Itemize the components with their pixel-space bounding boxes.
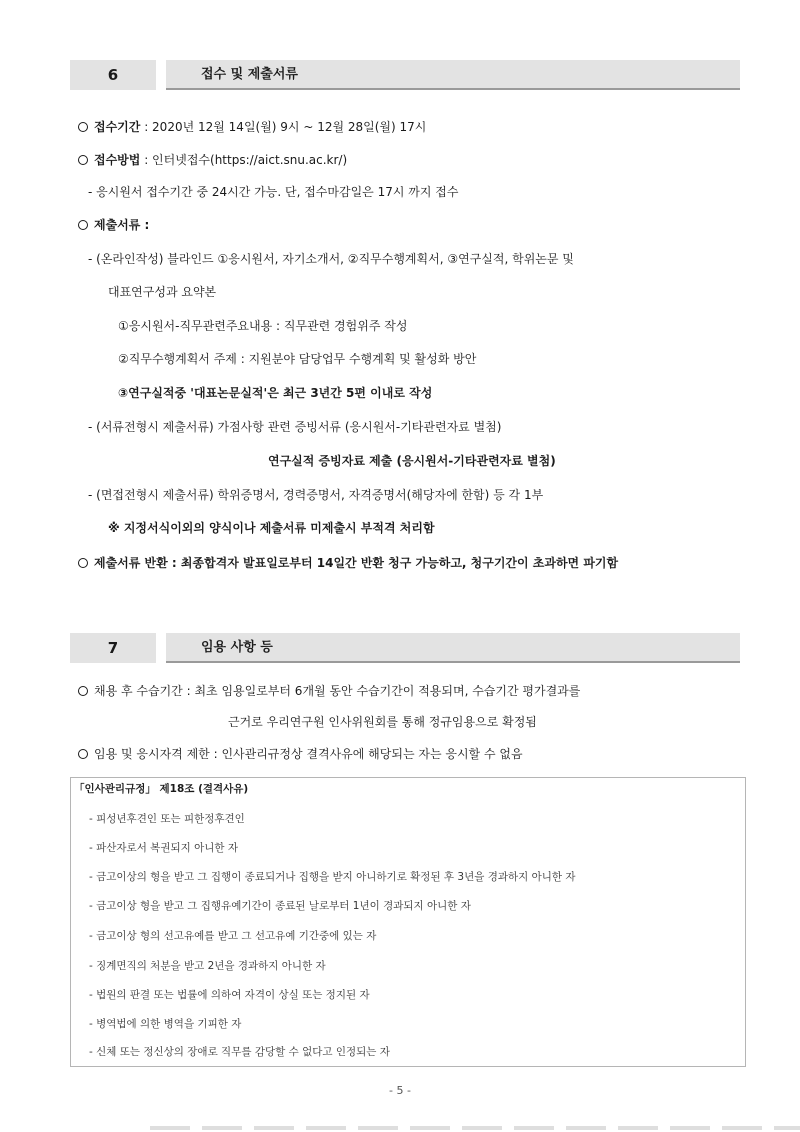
rule-item: - 법원의 판결 또는 법률에 의하여 자격이 상실 또는 정지된 자 [89, 989, 370, 1001]
rule-item: - 병역법에 의한 병역을 기피한 자 [89, 1018, 242, 1030]
reception-period: 접수기간 : 2020년 12월 14일(월) 9시 ~ 12월 28일(월) 17시 [78, 119, 426, 135]
rule-item: - 파산자로서 복권되지 아니한 자 [89, 842, 238, 854]
docs-online-line-1: - (온라인작성) 블라인드 ①응시원서, 자기소개서, ②직무수행계획서, ③연구실적, 학위논문 및 [88, 252, 574, 266]
docs-sub-3: ③연구실적중 '대표논문실적'은 최근 3년간 5편 이내로 작성 [118, 386, 433, 400]
circle-bullet-icon [78, 558, 88, 568]
circle-bullet-icon [78, 686, 88, 696]
section-6-number: 6 [70, 60, 156, 90]
docs-warning: ※ 지정서식이외의 양식이나 제출서류 미제출시 부적격 처리함 [108, 521, 435, 535]
rule-item: - 징계면직의 처분을 받고 2년을 경과하지 아니한 자 [89, 960, 326, 972]
next-page-bleed [150, 1126, 800, 1130]
probation-line-2: 근거로 우리연구원 인사위원회를 통해 정규임용으로 확정됨 [228, 715, 537, 729]
reception-method: 접수방법 : 인터넷접수(https://aict.snu.ac.kr/) [78, 152, 347, 168]
rule-item: - 피성년후견인 또는 피한정후견인 [89, 813, 245, 825]
section-6-header [70, 60, 740, 90]
docs-return: 제출서류 반환 : 최종합격자 발표일로부터 14일간 반환 청구 가능하고, 청구기간이 초과하면 파기함 [78, 555, 618, 571]
disqualification-rules-box [70, 777, 746, 1067]
circle-bullet-icon [78, 155, 88, 165]
docs-sub-1: ①응시원서-직무관련주요내용 : 직무관련 경험위주 작성 [118, 319, 408, 333]
appointment-restriction: 임용 및 응시자격 제한 : 인사관리규정상 결격사유에 해당되는 자는 응시할 수 없음 [78, 746, 523, 762]
docs-sub-2: ②직무수행계획서 주제 : 지원분야 담당업무 수행계획 및 활성화 방안 [118, 352, 477, 366]
section-7-number: 7 [70, 633, 156, 663]
circle-bullet-icon [78, 122, 88, 132]
rule-item: - 금고이상의 형을 받고 그 집행이 종료되거나 집행을 받지 아니하기로 확정된 후 3년을 경과하지 아니한 자 [89, 871, 576, 883]
docs-doc-review-2: 연구실적 증빙자료 제출 (응시원서-기타관련자료 별첨) [268, 454, 556, 468]
docs-online-line-2: 대표연구성과 요약본 [108, 285, 217, 299]
rule-item: - 금고이상 형을 받고 그 집행유예기간이 종료된 날로부터 1년이 경과되지 아니한 자 [89, 900, 471, 912]
rule-item: - 신체 또는 정신상의 장애로 직무를 감당할 수 없다고 인정되는 자 [89, 1046, 390, 1058]
rule-item: - 금고이상 형의 선고유예를 받고 그 선고유예 기간중에 있는 자 [89, 930, 377, 942]
rules-title: 「인사관리규정」 제18조 (결격사유) [74, 783, 249, 795]
circle-bullet-icon [78, 749, 88, 759]
docs-doc-review-1: - (서류전형시 제출서류) 가점사항 관련 증빙서류 (응시원서-기타관련자료 별첨) [88, 420, 502, 434]
docs-label: 제출서류 : [78, 217, 149, 233]
docs-interview: - (면접전형시 제출서류) 학위증명서, 경력증명서, 자격증명서(해당자에 한함) 등 각 1부 [88, 488, 544, 502]
reception-method-note: - 응시원서 접수기간 중 24시간 가능. 단, 접수마감일은 17시 까지 접수 [88, 185, 459, 199]
page-number: - 5 - [389, 1084, 411, 1097]
section-6-title: 접수 및 제출서류 [166, 60, 740, 90]
probation-line-1: 채용 후 수습기간 : 최초 임용일로부터 6개월 동안 수습기간이 적용되며, 수습기간 평가결과를 [78, 683, 580, 699]
circle-bullet-icon [78, 220, 88, 230]
section-7-title: 임용 사항 등 [166, 633, 740, 663]
section-7-header [70, 633, 740, 663]
